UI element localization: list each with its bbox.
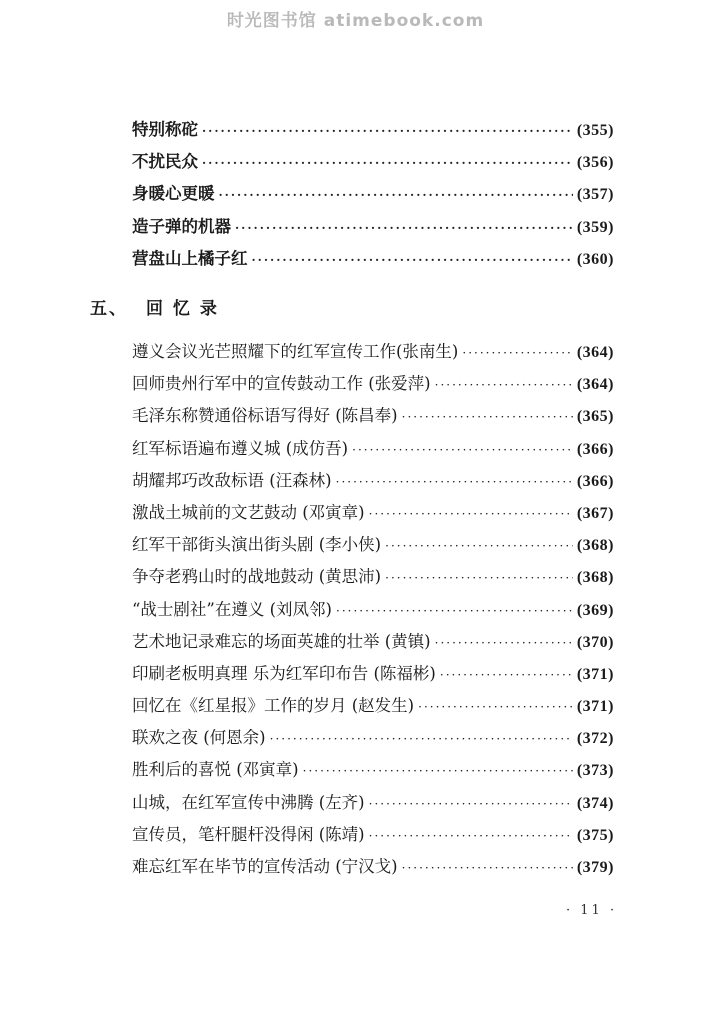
toc-entry-page: (367) (576, 504, 614, 522)
toc-entry-title: “战士剧社”在遵义 (刘凤邻) (132, 599, 332, 619)
toc-entry (132, 626, 614, 658)
toc-entry (132, 787, 614, 819)
toc-entry (132, 497, 614, 529)
toc-entry-title: 联欢之夜 (何恩余) (132, 728, 266, 748)
toc-leader-dots (440, 659, 573, 691)
toc-entry (132, 146, 614, 178)
toc-leader-dots (336, 466, 573, 498)
toc-entry-title: 印刷老板明真理 乐为红军印布告 (陈福彬) (132, 663, 436, 683)
toc-entry (132, 722, 614, 754)
section-title: 回 忆 录 (146, 299, 219, 319)
toc-entry-page: (356) (576, 154, 614, 172)
toc-entry-page: (364) (576, 344, 614, 361)
toc-entry (132, 561, 614, 593)
toc-entry-page: (366) (576, 472, 614, 490)
toc-list-top (132, 114, 614, 275)
toc-entry-page: (355) (576, 122, 614, 139)
toc-entry-title: 激战土城前的文艺鼓动 (邓寅章) (132, 502, 365, 522)
toc-entry-title: 胡耀邦巧改敌标语 (汪森林) (132, 470, 332, 490)
section-number: 五、 (90, 299, 128, 319)
toc-entry-title: 艺术地记录难忘的场面英雄的壮举 (黄镇) (132, 631, 431, 651)
toc-leader-dots (252, 244, 573, 276)
toc-entry-page: (369) (576, 601, 614, 619)
toc-leader-dots (369, 498, 573, 530)
toc-entry-title: 山城，在红军宣传中沸腾 (左齐) (132, 792, 365, 812)
toc-entry-page: (373) (576, 762, 614, 780)
toc-leader-dots (336, 595, 573, 627)
toc-entry-title: 遵义会议光芒照耀下的红军宣传工作(张南生) (132, 342, 459, 361)
toc-leader-dots (462, 337, 572, 369)
toc-entry-page: (365) (576, 408, 614, 426)
toc-entry-page: (360) (576, 250, 614, 268)
toc-entry (132, 529, 614, 561)
toc-entry (132, 433, 614, 465)
toc-leader-dots (202, 115, 573, 147)
toc-entry (132, 368, 614, 400)
toc-leader-dots (402, 852, 573, 884)
toc-entry (132, 658, 614, 690)
toc-leader-dots (235, 212, 573, 244)
toc-leader-dots (369, 820, 573, 852)
toc-entry-title: 争夺老鸦山时的战地鼓动 (黄思沛) (132, 567, 382, 587)
toc-leader-dots (435, 369, 573, 401)
toc-entry-title: 宣传员，笔杆腿杆没得闲 (陈靖) (132, 824, 365, 844)
toc-leader-dots (369, 788, 573, 820)
toc-entry-page: (371) (576, 698, 614, 716)
toc-entry (132, 211, 614, 243)
toc-leader-dots (385, 562, 573, 594)
toc-entry-title: 红军标语遍布遵义城 (成仿吾) (132, 438, 349, 458)
toc-entry-page: (370) (576, 633, 614, 651)
toc-entry (132, 178, 614, 210)
toc-entry (132, 400, 614, 432)
toc-leader-dots (202, 147, 573, 179)
toc-entry-title: 回忆在《红星报》工作的岁月 (赵发生) (132, 696, 415, 716)
toc-leader-dots (402, 401, 573, 433)
toc-entry (132, 243, 614, 275)
toc-leader-dots (435, 627, 573, 659)
toc-entry (132, 336, 614, 368)
toc-list-bottom (132, 336, 614, 883)
toc-leader-dots (219, 179, 573, 211)
toc-entry-page: (371) (576, 665, 614, 683)
toc-entry-title: 营盘山上橘子红 (132, 248, 248, 268)
toc-leader-dots (352, 434, 573, 466)
toc-leader-dots (418, 691, 573, 723)
toc-entry (132, 114, 614, 146)
toc-entry-page: (375) (576, 826, 614, 844)
toc-entry-page: (364) (576, 376, 614, 394)
toc-entry-title: 红军干部街头演出街头剧 (李小侠) (132, 535, 382, 555)
toc-entry-page: (359) (576, 218, 614, 236)
toc-entry-page: (357) (576, 186, 614, 204)
toc-entry (132, 690, 614, 722)
section-heading (90, 294, 219, 319)
toc-entry-page: (368) (576, 569, 614, 587)
toc-leader-dots (270, 723, 573, 755)
toc-entry-page: (368) (576, 537, 614, 555)
toc-entry (132, 754, 614, 786)
toc-leader-dots (303, 755, 573, 787)
toc-entry-title: 胜利后的喜悦 (邓寅章) (132, 760, 299, 780)
toc-entry-title: 回师贵州行军中的宣传鼓动工作 (张爱萍) (132, 374, 431, 394)
toc-entry-page: (372) (576, 730, 614, 748)
toc-entry-page: (366) (576, 440, 614, 458)
toc-entry-title: 难忘红军在毕节的宣传活动 (宁汉戈) (132, 857, 398, 876)
toc-leader-dots (385, 530, 573, 562)
page-number: · 11 · (566, 903, 618, 918)
toc-entry (132, 594, 614, 626)
toc-entry-title: 不扰民众 (132, 152, 198, 172)
toc-entry (132, 851, 614, 883)
toc-entry (132, 819, 614, 851)
toc-entry-title: 身暖心更暖 (132, 184, 215, 204)
toc-entry-page: (379) (576, 859, 614, 876)
toc-entry-title: 特别称砣 (132, 120, 198, 139)
toc-entry-title: 毛泽东称赞通俗标语写得好 (陈昌奉) (132, 406, 398, 426)
toc-entry (132, 465, 614, 497)
toc-entry-title: 造子弹的机器 (132, 216, 231, 236)
watermark: 时光图书馆 atimebook.com (226, 11, 485, 31)
toc-entry-page: (374) (576, 794, 614, 812)
